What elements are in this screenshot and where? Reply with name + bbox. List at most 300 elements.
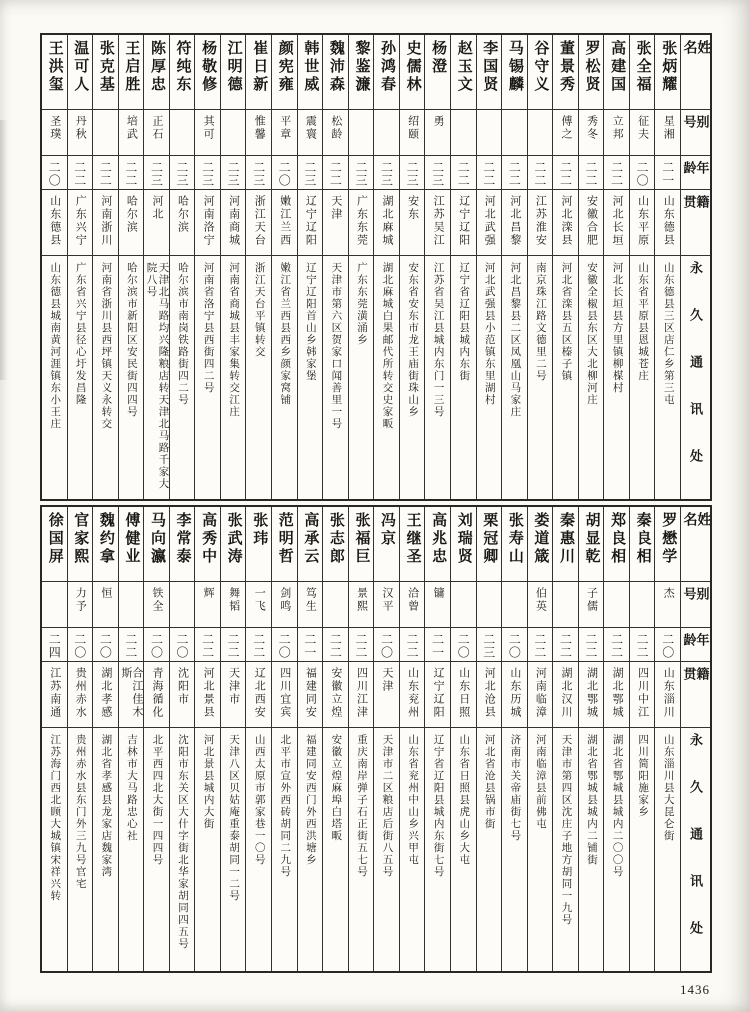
- person-entry-column: [297, 507, 323, 971]
- name-cell: 温可人: [72, 40, 89, 94]
- name-cell: 官家熙: [72, 512, 89, 566]
- native-place-cell: 安徽合肥: [579, 189, 604, 255]
- alias-cell: 平章: [272, 109, 297, 155]
- name-cell: 张寿山: [506, 512, 523, 566]
- address-cell: 天津市第六区贺家口闻善里一号: [323, 255, 348, 499]
- native-place-cell: 四川宜宾: [272, 661, 297, 727]
- person-entry-column: [245, 507, 271, 971]
- age-cell: 二二: [553, 155, 578, 189]
- header-native-place: [681, 661, 710, 727]
- person-entry-column: [629, 507, 655, 971]
- alias-cell: [502, 109, 527, 155]
- name-cell: 郑良相: [609, 512, 626, 566]
- address-cell: 南京珠江路文德里二号: [528, 255, 553, 499]
- person-entry-column: [322, 35, 348, 499]
- person-entry-column: [552, 35, 578, 499]
- name-cell: 张玮: [251, 512, 268, 548]
- native-place-cell: 沈阳市: [170, 661, 195, 727]
- address-cell: 哈尔滨市南岗铁路街四二号: [170, 255, 195, 499]
- native-place-cell: 河北沧县: [477, 661, 502, 727]
- age-cell: 二三: [349, 155, 374, 189]
- native-place-cell: 合江佳木斯: [119, 661, 144, 727]
- person-entry-column: [143, 507, 169, 971]
- native-place-cell: 河北长垣: [604, 189, 629, 255]
- name-cell: 冯京: [379, 512, 396, 548]
- address-cell: 吉林市大马路忠心社: [119, 727, 144, 971]
- address-cell: 湖北麻城白果邮代所转交史家畈: [374, 255, 399, 499]
- person-entry-column: [424, 35, 450, 499]
- header-address-label: 永久通讯处: [688, 733, 703, 968]
- page-number: 1436: [680, 982, 710, 997]
- register-table-bottom: [40, 505, 712, 973]
- address-cell: 沈阳市东关区大什字街北华家胡同四五号: [170, 727, 195, 971]
- alias-cell: [451, 581, 476, 627]
- name-cell: 李国贤: [481, 40, 498, 94]
- alias-cell: [323, 581, 348, 627]
- age-cell: 二〇: [42, 155, 67, 189]
- address-cell: 山东淄川县大昆仑街: [655, 727, 680, 971]
- age-cell: 二二: [119, 155, 144, 189]
- person-entry-column: [169, 35, 195, 499]
- address-cell: 重庆南岸弹子石正街五七号: [349, 727, 374, 971]
- alias-cell: 笃生: [298, 581, 323, 627]
- name-cell: 刘瑞贤: [455, 512, 472, 566]
- name-cell: 赵玉文: [455, 40, 472, 94]
- age-cell: 二二: [451, 155, 476, 189]
- person-entry-column: [450, 507, 476, 971]
- person-entry-column: [297, 35, 323, 499]
- person-entry-column: [271, 35, 297, 499]
- age-cell: 二三: [246, 155, 271, 189]
- alias-cell: 铁全: [144, 581, 169, 627]
- name-cell: 黎鉴濂: [353, 40, 370, 94]
- age-cell: 二二: [579, 155, 604, 189]
- person-entry-column: [271, 507, 297, 971]
- address-cell: 河南省浙川县西坪镇天义永转交: [93, 255, 118, 499]
- name-cell: 谷守义: [532, 40, 549, 94]
- age-cell: 二〇: [451, 627, 476, 661]
- row-header-column: [680, 507, 710, 971]
- alias-cell: [349, 109, 374, 155]
- alias-cell: [93, 109, 118, 155]
- address-cell: 广东省兴宁县径心圩发昌隆: [68, 255, 93, 499]
- person-entry-column: [245, 35, 271, 499]
- native-place-cell: 河北武强: [477, 189, 502, 255]
- address-cell: 湖北省鄂城县城内二〇〇号: [604, 727, 629, 971]
- age-cell: 二二: [221, 627, 246, 661]
- native-place-cell: 广东东莞: [349, 189, 374, 255]
- address-cell: 山东德县城南黄河涯镇东小王庄: [42, 255, 67, 499]
- name-cell: 张武涛: [225, 512, 242, 566]
- age-cell: 二〇: [68, 627, 93, 661]
- native-place-cell: 安徽立煌: [323, 661, 348, 727]
- name-cell: 罗懋学: [660, 512, 677, 566]
- native-place-cell: 河北: [144, 189, 169, 255]
- native-place-cell: 天津: [323, 189, 348, 255]
- address-cell: 济南市关帝庙街七号: [502, 727, 527, 971]
- alias-cell: [42, 581, 67, 627]
- address-cell: 嫩江省兰西县西乡颜家窝铺: [272, 255, 297, 499]
- age-cell: 二二: [323, 155, 348, 189]
- header-address: [681, 255, 710, 499]
- age-cell: 二二: [528, 155, 553, 189]
- age-cell: 二二: [246, 627, 271, 661]
- address-cell: 贵州赤水县东门外三九号官宅: [68, 727, 93, 971]
- native-place-cell: 山东平原: [630, 189, 655, 255]
- native-place-cell: 哈尔滨: [170, 189, 195, 255]
- alias-cell: [374, 109, 399, 155]
- age-cell: 二一: [298, 627, 323, 661]
- native-place-cell: 河南洛宁: [195, 189, 220, 255]
- name-cell: 张炳耀: [660, 40, 677, 94]
- native-place-cell: 浙江天台: [246, 189, 271, 255]
- alias-cell: [221, 109, 246, 155]
- native-place-cell: 山东日照: [451, 661, 476, 727]
- name-cell: 张全福: [634, 40, 651, 94]
- person-entry-column: [348, 35, 374, 499]
- name-cell: 高建国: [609, 40, 626, 94]
- alias-cell: 傅之: [553, 109, 578, 155]
- name-cell: 娄道箴: [532, 512, 549, 566]
- name-cell: 徐国屏: [46, 512, 63, 566]
- name-cell: 符纯东: [174, 40, 191, 94]
- name-cell: 杨澄: [430, 40, 447, 76]
- native-place-cell: 天津市: [221, 661, 246, 727]
- person-entry-column: [67, 507, 93, 971]
- native-place-cell: 贵州赤水: [68, 661, 93, 727]
- alias-cell: [451, 109, 476, 155]
- header-alias-label: 别号: [681, 587, 710, 613]
- native-place-cell: 四川中江: [630, 661, 655, 727]
- header-native-place: [681, 189, 710, 255]
- name-cell: 张福巨: [353, 512, 370, 566]
- age-cell: 二二: [502, 155, 527, 189]
- address-cell: 湖北省孝感县龙家店魏家湾: [93, 727, 118, 971]
- native-place-cell: 湖北孝感: [93, 661, 118, 727]
- native-place-cell: 山东德县: [42, 189, 67, 255]
- address-cell: 天津八区贝姑庵重泰胡同一二号: [221, 727, 246, 971]
- age-cell: 二〇: [144, 627, 169, 661]
- alias-cell: 正石: [144, 109, 169, 155]
- person-entry-column: [220, 507, 246, 971]
- alias-cell: 圣璞: [42, 109, 67, 155]
- header-name: [681, 507, 710, 581]
- native-place-cell: 辽北西安: [246, 661, 271, 727]
- name-cell: 张志郎: [327, 512, 344, 566]
- native-place-cell: 辽宁辽阳: [451, 189, 476, 255]
- alias-cell: 子儒: [579, 581, 604, 627]
- person-entry-column: [527, 507, 553, 971]
- address-cell: 天津北马路均兴隆粮店转天津北马路千家大院八号: [144, 255, 169, 499]
- address-cell: 江苏省吴江县城内东门一三号: [425, 255, 450, 499]
- address-cell: 北平市宣外西砖胡同二九号: [272, 727, 297, 971]
- person-entry-column: [118, 35, 144, 499]
- address-cell: 辽宁省辽阳县城内东街: [451, 255, 476, 499]
- alias-cell: 松龄: [323, 109, 348, 155]
- name-cell: 张克基: [97, 40, 114, 94]
- person-entry-column: [373, 35, 399, 499]
- header-age-label: 年龄: [681, 633, 710, 650]
- address-cell: 天津市第四区沈庄子地方胡同一九号: [553, 727, 578, 971]
- native-place-cell: 福建同安: [298, 661, 323, 727]
- register-table-top: [40, 33, 712, 501]
- person-entry-column: [476, 35, 502, 499]
- age-cell: 二二: [93, 155, 118, 189]
- name-cell: 魏约拿: [97, 512, 114, 566]
- alias-cell: 惟馨: [246, 109, 271, 155]
- header-name-label: 姓名: [681, 40, 710, 84]
- name-cell: 马向瀛: [148, 512, 165, 566]
- address-cell: 浙江天台平镇转交: [246, 255, 271, 499]
- age-cell: 二三: [425, 155, 450, 189]
- alias-cell: [119, 581, 144, 627]
- person-entry-column: [578, 507, 604, 971]
- alias-cell: 星湘: [655, 109, 680, 155]
- alias-cell: 丹秋: [68, 109, 93, 155]
- address-cell: 天津市二区粮店后街八五号: [374, 727, 399, 971]
- person-entry-column: [603, 35, 629, 499]
- person-entry-column: [450, 35, 476, 499]
- native-place-cell: 河南商城: [221, 189, 246, 255]
- age-cell: 二〇: [374, 627, 399, 661]
- alias-cell: 一飞: [246, 581, 271, 627]
- name-cell: 罗松贤: [583, 40, 600, 94]
- person-entry-column: [424, 507, 450, 971]
- address-cell: 辽宁省辽阳县城内东街七号: [425, 727, 450, 971]
- age-cell: 二〇: [272, 627, 297, 661]
- address-cell: 安徽立煌麻埠白塔畈: [323, 727, 348, 971]
- person-entry-column: [629, 35, 655, 499]
- person-entry-column: [42, 35, 67, 499]
- name-cell: 魏沛森: [327, 40, 344, 94]
- age-cell: 二二: [477, 155, 502, 189]
- alias-cell: 剑鸣: [272, 581, 297, 627]
- address-cell: 北平西四北大街一四四号: [144, 727, 169, 971]
- person-entry-column: [194, 35, 220, 499]
- native-place-cell: 辽宁辽阳: [425, 661, 450, 727]
- name-cell: 颜宪雍: [276, 40, 293, 94]
- address-cell: 安徽全椒县东区大北柳河庄: [579, 255, 604, 499]
- alias-cell: [477, 581, 502, 627]
- person-entry-column: [501, 507, 527, 971]
- address-cell: 广东东莞潢涌乡: [349, 255, 374, 499]
- header-address-label: 永久通讯处: [688, 261, 703, 496]
- native-place-cell: 江苏淮安: [528, 189, 553, 255]
- alias-cell: [528, 109, 553, 155]
- person-entry-column: [348, 507, 374, 971]
- alias-cell: [170, 581, 195, 627]
- alias-cell: [604, 581, 629, 627]
- age-cell: 二二: [604, 627, 629, 661]
- alias-cell: [477, 109, 502, 155]
- address-cell: 山东省日照县虎山乡大屯: [451, 727, 476, 971]
- native-place-cell: 广东兴宁: [68, 189, 93, 255]
- alias-cell: 舞韬: [221, 581, 246, 627]
- age-cell: 二一: [425, 627, 450, 661]
- person-entry-column: [373, 507, 399, 971]
- native-place-cell: 山东兖州: [400, 661, 425, 727]
- alias-cell: 绍颐: [400, 109, 425, 155]
- address-cell: 河北省滦县五区榛子镇: [553, 255, 578, 499]
- alias-cell: 征夫: [630, 109, 655, 155]
- age-cell: 二二: [604, 155, 629, 189]
- header-address: [681, 727, 710, 971]
- scan-edge-smudge: [0, 120, 8, 380]
- age-cell: 二三: [170, 155, 195, 189]
- native-place-cell: 河北滦县: [553, 189, 578, 255]
- native-place-cell: 湖北鄂城: [579, 661, 604, 727]
- alias-cell: [630, 581, 655, 627]
- native-place-cell: 辽宁辽阳: [298, 189, 323, 255]
- header-alias-label: 别号: [681, 115, 710, 141]
- age-cell: 二三: [477, 627, 502, 661]
- native-place-cell: 河南临漳: [528, 661, 553, 727]
- native-place-cell: 湖北鄂城: [604, 661, 629, 727]
- header-name: [681, 35, 710, 109]
- age-cell: 二一: [655, 155, 680, 189]
- alias-cell: 恒: [93, 581, 118, 627]
- native-place-cell: 山东历城: [502, 661, 527, 727]
- address-cell: 安东省安东市龙王庙街珠山乡: [400, 255, 425, 499]
- name-cell: 史儒林: [404, 40, 421, 94]
- register-table-area: [40, 33, 712, 973]
- name-cell: 胡显乾: [583, 512, 600, 566]
- address-cell: 辽宁辽阳首山乡韩家堡: [298, 255, 323, 499]
- age-cell: 二〇: [630, 155, 655, 189]
- header-age: [681, 155, 710, 189]
- alias-cell: 辉: [195, 581, 220, 627]
- name-cell: 范明哲: [276, 512, 293, 566]
- native-place-cell: 江苏南通: [42, 661, 67, 727]
- address-cell: 四川简阳施家乡: [630, 727, 655, 971]
- person-entry-column: [476, 507, 502, 971]
- alias-cell: 洽曾: [400, 581, 425, 627]
- person-entry-column: [654, 507, 680, 971]
- person-entry-column: [399, 35, 425, 499]
- header-alias: [681, 109, 710, 155]
- alias-cell: 秀冬: [579, 109, 604, 155]
- native-place-cell: 山东德县: [655, 189, 680, 255]
- person-entry-column: [527, 35, 553, 499]
- alias-cell: [502, 581, 527, 627]
- alias-cell: 伯英: [528, 581, 553, 627]
- alias-cell: 景熙: [349, 581, 374, 627]
- address-cell: 江苏海门西北顾大城镇宋祥兴转: [42, 727, 67, 971]
- native-place-cell: 江苏吴江: [425, 189, 450, 255]
- address-cell: 河南临漳县前佛屯: [528, 727, 553, 971]
- age-cell: 二三: [144, 155, 169, 189]
- alias-cell: 其可: [195, 109, 220, 155]
- person-entry-column: [220, 35, 246, 499]
- header-native-place-label: 籍贯: [681, 667, 710, 706]
- name-cell: 董景秀: [557, 40, 574, 94]
- person-entry-column: [399, 507, 425, 971]
- alias-cell: 汉平: [374, 581, 399, 627]
- age-cell: 二〇: [170, 627, 195, 661]
- name-cell: 高兆忠: [430, 512, 447, 566]
- age-cell: 二〇: [502, 627, 527, 661]
- native-place-cell: 青海循化: [144, 661, 169, 727]
- address-cell: 哈尔滨市新阳区安民街四四号: [119, 255, 144, 499]
- age-cell: 二三: [374, 155, 399, 189]
- person-entry-column: [578, 35, 604, 499]
- native-place-cell: 嫩江兰西: [272, 189, 297, 255]
- name-cell: 孙鸿春: [379, 40, 396, 94]
- person-entry-column: [552, 507, 578, 971]
- age-cell: 二二: [323, 627, 348, 661]
- person-entry-column: [322, 507, 348, 971]
- name-cell: 王启胜: [123, 40, 140, 94]
- header-native-place-label: 籍贯: [681, 195, 710, 234]
- alias-cell: 勇: [425, 109, 450, 155]
- address-cell: 福建同安西门外西洪塘乡: [298, 727, 323, 971]
- age-cell: 二三: [298, 155, 323, 189]
- alias-cell: 杰: [655, 581, 680, 627]
- person-entry-column: [92, 507, 118, 971]
- name-cell: 傅健业: [123, 512, 140, 566]
- age-cell: 二三: [195, 155, 220, 189]
- age-cell: 二二: [119, 627, 144, 661]
- age-cell: 二二: [528, 627, 553, 661]
- name-cell: 秦惠川: [557, 512, 574, 566]
- person-entry-column: [169, 507, 195, 971]
- age-cell: 二二: [349, 627, 374, 661]
- address-cell: 河北省沧县锅市街: [477, 727, 502, 971]
- person-entry-column: [194, 507, 220, 971]
- native-place-cell: 山东淄川: [655, 661, 680, 727]
- person-entry-column: [92, 35, 118, 499]
- native-place-cell: 湖北麻城: [374, 189, 399, 255]
- native-place-cell: 天津: [374, 661, 399, 727]
- alias-cell: 力予: [68, 581, 93, 627]
- address-cell: 河北长垣县方里镇柳楳村: [604, 255, 629, 499]
- address-cell: 山西太原市郭家巷一〇号: [246, 727, 271, 971]
- address-cell: 河南省商城县丰家集转交江庄: [221, 255, 246, 499]
- name-cell: 李常泰: [174, 512, 191, 566]
- address-cell: 山东德县三区店仁乡第三屯: [655, 255, 680, 499]
- native-place-cell: 河北景县: [195, 661, 220, 727]
- name-cell: 秦良相: [634, 512, 651, 566]
- person-entry-column: [143, 35, 169, 499]
- native-place-cell: 哈尔滨: [119, 189, 144, 255]
- alias-cell: [553, 581, 578, 627]
- name-cell: 王洪玺: [46, 40, 63, 94]
- address-cell: 山东省平原县恩城苍庄: [630, 255, 655, 499]
- name-cell: 崔日新: [251, 40, 268, 94]
- age-cell: 二二: [400, 627, 425, 661]
- age-cell: 二二: [630, 627, 655, 661]
- age-cell: 二二: [68, 155, 93, 189]
- name-cell: 王继圣: [404, 512, 421, 566]
- age-cell: 二〇: [93, 627, 118, 661]
- name-cell: 韩世威: [302, 40, 319, 94]
- name-cell: 高秀中: [200, 512, 217, 566]
- alias-cell: 震寰: [298, 109, 323, 155]
- native-place-cell: 湖北汉川: [553, 661, 578, 727]
- name-cell: 马锡麟: [506, 40, 523, 94]
- alias-cell: 培武: [119, 109, 144, 155]
- age-cell: 二三: [400, 155, 425, 189]
- person-entry-column: [603, 507, 629, 971]
- address-cell: 山东省兖州中山乡兴甲屯: [400, 727, 425, 971]
- name-cell: 江明德: [225, 40, 242, 94]
- header-alias: [681, 581, 710, 627]
- header-age: [681, 627, 710, 661]
- age-cell: 二二: [579, 627, 604, 661]
- age-cell: 二〇: [272, 155, 297, 189]
- address-cell: 湖北省鄂城县城内二铺街: [579, 727, 604, 971]
- row-header-column: [680, 35, 710, 499]
